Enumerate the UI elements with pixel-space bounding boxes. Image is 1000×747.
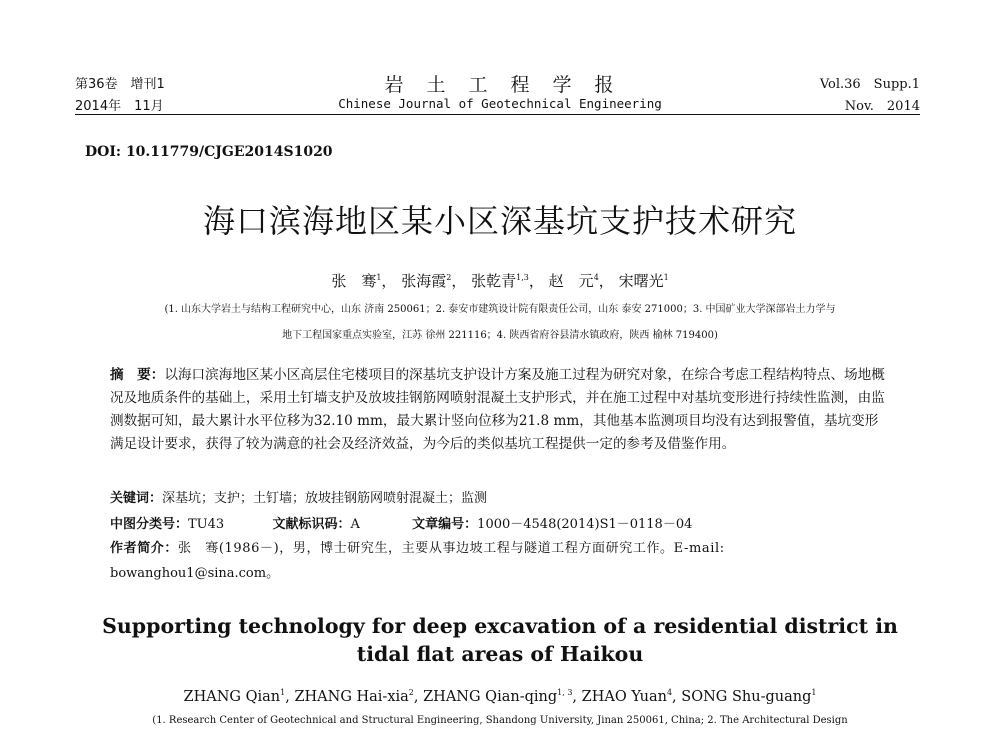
doc-code-value: A bbox=[350, 517, 360, 532]
affiliation-en: (1. Research Center of Geotechnical and Structural Engineering, Shandong University, Jinan 250061, China; 2. The Architectural Design bbox=[152, 715, 848, 726]
abstract-label: 摘 要： bbox=[110, 367, 165, 383]
header-rule bbox=[75, 114, 920, 115]
author-en-1: ZHANG Qian$^1$, bbox=[183, 688, 295, 705]
abstract-cn bbox=[110, 364, 890, 456]
clc-value: TU43 bbox=[188, 517, 225, 532]
header-date-cn: 2014年 11月 bbox=[75, 99, 164, 114]
doi-label: DOI: bbox=[85, 144, 122, 160]
header-date-en: Nov. 2014 bbox=[844, 99, 920, 114]
author-cn-3: 张乾青$^{1,3}$， bbox=[471, 272, 544, 290]
clc-label: 中图分类号： bbox=[110, 517, 189, 532]
header-volume-en: Vol.36 Supp.1 bbox=[819, 77, 920, 92]
author-email: bowanghou1@sina.com。 bbox=[110, 566, 280, 581]
doi-line bbox=[85, 144, 333, 160]
title-en: Supporting technology for deep excavation of a residential district in tidal flat areas of Haikou bbox=[102, 614, 898, 666]
authors-en bbox=[0, 688, 1000, 705]
authors-cn bbox=[0, 270, 1000, 291]
author-en-5: SONG Shu-guang$^1$ bbox=[681, 688, 817, 705]
header-journal-en: Chinese Journal of Geotechnical Engineering bbox=[338, 96, 662, 111]
author-en-2: ZHANG Hai-xia$^2$, bbox=[294, 688, 424, 705]
keywords-label: 关键词： bbox=[110, 491, 163, 506]
keywords-line bbox=[110, 487, 890, 506]
keywords-text: 深基坑；支护；土钉墙；放坡挂钢筋网喷射混凝土；监测 bbox=[162, 491, 488, 506]
doc-code-label: 文献标识码： bbox=[272, 517, 351, 532]
affiliation-cn-line-2: 地下工程国家重点实验室，江苏 徐州 221116；4. 陕西省府谷县清水镇政府，陕西 榆林 719400) bbox=[282, 330, 718, 341]
classification-line bbox=[110, 513, 890, 532]
author-intro-line bbox=[110, 537, 890, 556]
author-en-4: ZHAO Yuan$^4$, bbox=[581, 688, 682, 705]
header-journal-cn: 岩 土 工 程 学 报 bbox=[384, 74, 616, 96]
author-intro-text: 张 骞(1986－)，男，博士研究生，主要从事边坡工程与隧道工程方面研究工作。E-mail: bbox=[178, 541, 725, 556]
abstract-text: 以海口滨海地区某小区高层住宅楼项目的深基坑支护设计方案及施工过程为研究对象，在综合考虑工程结构特点、场地概况及地质条件的基础上，采用土钉墙支护及放坡挂钢筋网喷射混凝土支护形式，并在施工过程中对基坑变形进行持续性监测，由监测数据可知，最大累计水平位移为32.10 mm，最大累计竖向位移为21.8 mm，其他基本监测项目均没有达到报警值，基坑变形满足设计要求，获得了较为满意的社会及经济效益，为今后的类似基坑工程提供一定的参考及借鉴作用。 bbox=[110, 367, 885, 452]
author-intro-label: 作者简介： bbox=[110, 541, 179, 556]
title-cn: 海口滨海地区某小区深基坑支护技术研究 bbox=[202, 202, 797, 240]
doi-value: 10.11779/CJGE2014S1020 bbox=[125, 144, 333, 160]
author-cn-4: 赵 元$^4$， bbox=[548, 272, 614, 290]
article-no-value: 1000－4548(2014)S1－0118－04 bbox=[477, 517, 693, 532]
author-cn-1: 张 骞$^1$， bbox=[331, 272, 397, 290]
article-no-label: 文章编号： bbox=[412, 517, 478, 532]
author-en-3: ZHANG Qian-qing$^{1, 3}$, bbox=[423, 688, 582, 705]
author-cn-2: 张海霞$^2$， bbox=[401, 272, 467, 290]
header-volume-cn: 第36卷 增刊1 bbox=[75, 77, 165, 92]
author-cn-5: 宋曙光$^1$ bbox=[618, 272, 669, 290]
affiliation-cn-line-1: (1. 山东大学岩土与结构工程研究中心，山东 济南 250061；2. 泰安市建筑设计院有限责任公司，山东 泰安 271000；3. 中国矿业大学深部岩土力学与 bbox=[164, 304, 836, 315]
